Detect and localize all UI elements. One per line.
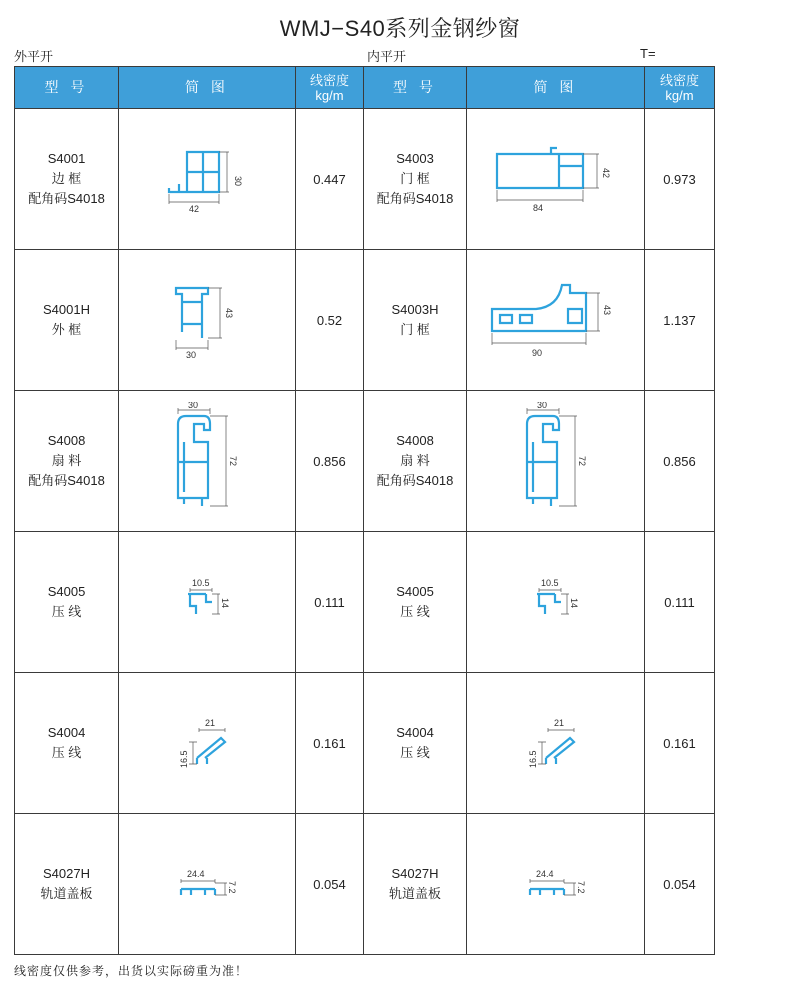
model-name: 边 框 <box>51 171 82 186</box>
dim-width: 42 <box>189 204 200 214</box>
header-model: 型 号 <box>364 67 467 109</box>
sash-profile-icon <box>162 402 252 520</box>
dim-width: 21 <box>553 718 564 728</box>
header-density-unit: kg/m <box>315 87 344 103</box>
dim-height: 7.2 <box>575 881 586 894</box>
model-cell <box>15 532 119 673</box>
model-name: 压 线 <box>400 604 430 619</box>
model-cell <box>364 814 467 955</box>
table-header-row <box>15 67 715 109</box>
left-section-label: 外平开 <box>14 49 54 64</box>
model-name: 门 框 <box>400 322 430 337</box>
model-name: 外 框 <box>51 322 82 337</box>
angled-bead-profile-icon <box>516 708 596 778</box>
drawing-cell <box>119 673 296 814</box>
drawing-cell <box>467 391 645 532</box>
bead-profile-icon <box>172 572 242 632</box>
model-cell <box>364 391 467 532</box>
density-value: 0.52 <box>296 250 364 391</box>
density-value: 0.111 <box>296 532 364 673</box>
dim-width: 30 <box>536 402 547 410</box>
model-extra: 配角码S4018 <box>376 191 454 206</box>
model-cell <box>15 673 119 814</box>
track-cover-profile-icon <box>516 859 596 909</box>
model-name: 门 框 <box>400 171 430 186</box>
model-name: 轨道盖板 <box>40 886 93 901</box>
model-code: S4027H <box>43 866 90 881</box>
dim-height: 16.5 <box>527 750 538 768</box>
model-name: 轨道盖板 <box>388 886 441 901</box>
header-density <box>296 67 364 109</box>
drawing-cell <box>467 250 645 391</box>
frame-profile-icon <box>157 144 257 214</box>
dim-height: 14 <box>220 598 230 609</box>
dim-height: 43 <box>601 305 612 316</box>
dim-height: 30 <box>233 176 243 187</box>
header-density <box>645 67 715 109</box>
table-row <box>15 532 715 673</box>
profile-table <box>14 66 715 955</box>
drawing-cell <box>119 532 296 673</box>
model-code: S4003 <box>396 151 434 166</box>
model-code: S4027H <box>391 866 439 881</box>
density-value: 0.161 <box>645 673 715 814</box>
dim-width: 10.5 <box>540 578 559 588</box>
model-cell <box>15 109 119 250</box>
bead-profile-icon <box>521 572 591 632</box>
model-code: S4008 <box>396 433 434 448</box>
footer-note: 线密度仅供参考，出货以实际磅重为准！ <box>14 964 249 978</box>
model-cell <box>15 814 119 955</box>
header-drawing: 简 图 <box>467 67 645 109</box>
sash-profile-icon <box>511 402 601 520</box>
model-code: S4001 <box>47 151 86 166</box>
table-row <box>15 250 715 391</box>
drawing-cell <box>119 250 296 391</box>
track-cover-profile-icon <box>167 859 247 909</box>
dim-width: 30 <box>188 402 199 410</box>
dim-width: 24.4 <box>535 869 554 879</box>
model-code: S4004 <box>47 725 86 740</box>
model-code: S4005 <box>396 584 434 599</box>
dim-height: 72 <box>576 456 587 467</box>
model-extra: 配角码S4018 <box>28 473 105 488</box>
model-cell <box>364 673 467 814</box>
model-name: 扇 料 <box>51 453 82 468</box>
table-row <box>15 814 715 955</box>
dim-width: 10.5 <box>192 578 210 588</box>
page-title: WMJ−S40系列金钢纱窗 <box>279 16 521 41</box>
model-name: 扇 料 <box>400 453 430 468</box>
table-row <box>15 673 715 814</box>
door-frame-profile-icon <box>491 144 621 214</box>
dim-width: 90 <box>531 348 542 358</box>
dim-height: 72 <box>228 456 238 467</box>
model-name: 压 线 <box>51 745 82 760</box>
dim-width: 24.4 <box>187 869 205 879</box>
header-drawing: 简 图 <box>119 67 296 109</box>
model-name: 压 线 <box>51 604 82 619</box>
density-value: 0.054 <box>296 814 364 955</box>
right-section-label: 内平开 <box>367 49 407 64</box>
header-density-label: 线密度 <box>309 72 349 88</box>
angled-bead-profile-icon <box>167 708 247 778</box>
density-value: 0.856 <box>645 391 715 532</box>
model-name: 压 线 <box>400 745 430 760</box>
header-density-label: 线密度 <box>659 72 699 88</box>
density-value: 0.856 <box>296 391 364 532</box>
model-cell <box>15 250 119 391</box>
drawing-cell <box>467 109 645 250</box>
model-code: S4003H <box>391 302 439 317</box>
header-density-unit: kg/m <box>665 87 694 103</box>
model-cell <box>364 250 467 391</box>
model-extra: 配角码S4018 <box>28 191 105 206</box>
dim-height: 14 <box>568 598 579 609</box>
model-code: S4008 <box>47 433 86 448</box>
drawing-cell <box>467 673 645 814</box>
density-value: 0.161 <box>296 673 364 814</box>
dim-height: 42 <box>600 168 611 179</box>
dim-width: 30 <box>186 350 197 360</box>
model-code: S4005 <box>47 584 86 599</box>
dim-height: 7.2 <box>227 881 237 894</box>
dim-width: 84 <box>532 203 543 213</box>
model-extra: 配角码S4018 <box>376 473 454 488</box>
outer-frame-profile-icon <box>162 280 252 360</box>
table-row <box>15 391 715 532</box>
drawing-cell <box>119 391 296 532</box>
header-model: 型 号 <box>15 67 119 109</box>
density-value: 0.973 <box>645 109 715 250</box>
table-row <box>15 109 715 250</box>
model-cell <box>364 532 467 673</box>
density-value: 1.137 <box>645 250 715 391</box>
drawing-cell <box>119 814 296 955</box>
drawing-cell <box>119 109 296 250</box>
dim-height: 43 <box>224 308 234 319</box>
model-cell <box>364 109 467 250</box>
drawing-cell <box>467 532 645 673</box>
dim-width: 21 <box>205 718 216 728</box>
model-cell <box>15 391 119 532</box>
density-value: 0.447 <box>296 109 364 250</box>
dim-height: 16.5 <box>179 750 189 768</box>
model-code: S4001H <box>43 302 90 317</box>
door-frame-h-profile-icon <box>486 279 626 361</box>
drawing-cell <box>467 814 645 955</box>
density-value: 0.111 <box>645 532 715 673</box>
t-label: T= <box>640 46 656 61</box>
density-value: 0.054 <box>645 814 715 955</box>
model-code: S4004 <box>396 725 434 740</box>
